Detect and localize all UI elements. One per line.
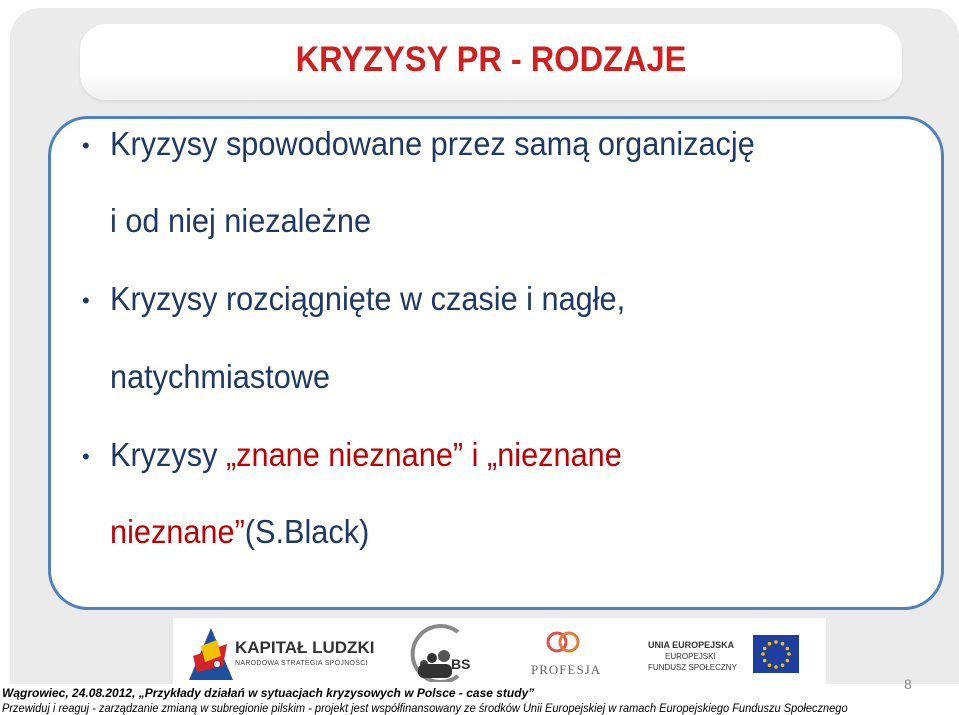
bullet-3-line-2 [110, 513, 369, 551]
kapital-ludzki-title: KAPITAŁ LUDZKI [235, 638, 375, 657]
kapital-ludzki-subtitle: NARODOWA STRATEGIA SPÓJNOŚCI [235, 660, 368, 667]
profesja-logo-text: PROFESJA [531, 662, 602, 677]
bullet-3-line-1-text: Kryzysy „znane nieznane” i „nieznane [110, 436, 622, 473]
bullet-marker-1: • [82, 133, 90, 158]
bullet-2-line-2: natychmiastowe [110, 358, 331, 395]
bullet-3-line-2-text: nieznane”(S.Black) [110, 513, 370, 550]
logos-strip [173, 618, 826, 686]
bullet-marker-3: • [82, 444, 90, 469]
footer-line-1: Wągrowiec, 24.08.2012, „Przykłady działań w sytuacjach kryzysowych w Polsce - case study” [2, 686, 535, 700]
cbs-logo-text: BS [451, 656, 471, 672]
kapital-ludzki-logo-icon [187, 626, 235, 682]
bullet-3-line-1 [110, 436, 622, 474]
eu-flag-icon [753, 635, 799, 673]
cbs-logo-icon [406, 624, 476, 682]
ue-subtitle-2: FUNDUSZ SPOŁECZNY [648, 663, 737, 672]
profesja-logo-icon [545, 628, 581, 658]
bullet-2-line-1: Kryzysy rozciągnięte w czasie i nagłe, [110, 280, 626, 317]
page-number: 8 [904, 676, 912, 692]
ue-title: UNIA EUROPEJSKA [648, 640, 735, 650]
bullet-marker-2: • [82, 288, 90, 313]
ue-subtitle-1: EUROPEJSKI [665, 652, 716, 661]
slide-title: KRYZYSY PR - RODZAJE [295, 40, 687, 79]
footer-line-2: Przewiduj i reaguj - zarządzanie zmianą w subregionie pilskim - projekt jest współfinansowany ze środków Unii Europejskiej w ramach Europejskiego Funduszu Społecznego [2, 701, 848, 715]
bullet-1-line-2: i od niej niezależne [110, 202, 372, 239]
bullet-1-line-1: Kryzysy spowodowane przez samą organizację [110, 125, 755, 162]
